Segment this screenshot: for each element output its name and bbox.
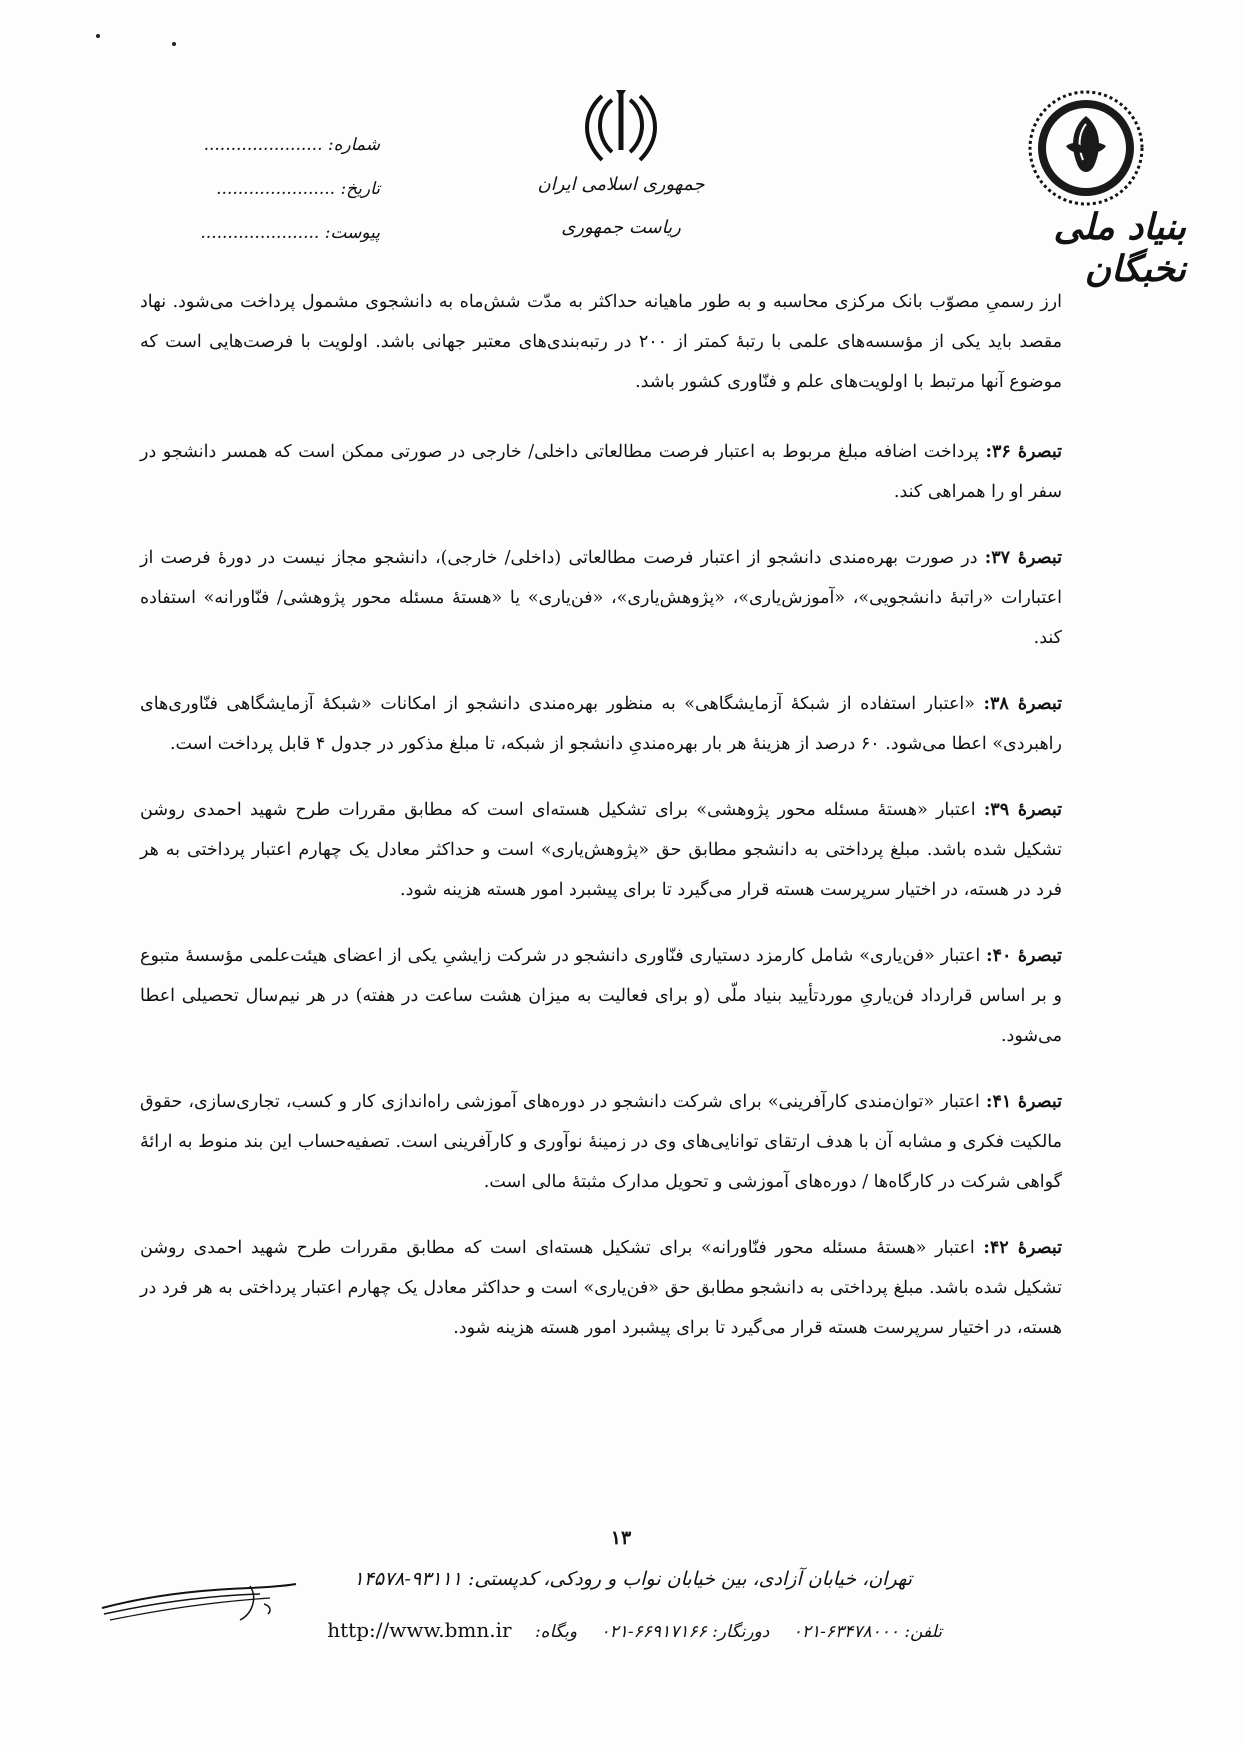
note-text: اعتبار «توان‌مندی کارآفرینی» برای شرکت دانشجو در دوره‌های آموزشی راه‌اندازی کار و کسب، تجاری‌سازی، حقوق مالکیت فکری و مشابه آن با هدف ارتقای توانایی‌های وی در زمینهٔ نوآوری و کارآفرینی است. تصفیه‌حساب این بند منوط به ارائهٔ گواهی شرکت در کارگاه‌ها / دوره‌های آموزشی و تحویل مدارک مثبتهٔ مالی است.	[140, 1092, 1062, 1192]
note-label: تبصرهٔ ۳۸:	[983, 694, 1062, 714]
scan-speck	[172, 42, 176, 46]
note-text: اعتبار «فن‌یاری» شامل کارمزد دستیاری فنّاوری دانشجو در شرکت زایشیِ یکی از اعضای هیئت‌علمی مؤسسهٔ متبوع و بر اساس قرارداد فن‌یاریِ موردتأیید بنیاد ملّی (و برای فعالیت به میزان هشت ساعت در هفته) در هر نیم‌سال تحصیلی اعطا می‌شود.	[140, 946, 1062, 1046]
note-label: تبصرهٔ ۳۷:	[984, 548, 1062, 568]
iran-emblem-icon	[584, 88, 658, 168]
note-42	[140, 1228, 1062, 1348]
note-text: اعتبار «هستهٔ مسئله محور پژوهشی» برای تشکیل هسته‌ای است که مطابق مقررات طرح شهید احمدی روشن تشکیل شده باشد. مبلغ پرداختی به دانشجو مطابق حق «پژوهش‌یاری» است و حداکثر معادل یک چهارم اعتبار پرداختی به هر فرد در هسته، در اختیار سرپرست هسته قرار می‌گیرد تا برای پیشبرد امور هسته هزینه شود.	[140, 800, 1062, 900]
page-number: ۱۳	[610, 1527, 632, 1549]
note-label: تبصرهٔ ۳۹:	[983, 800, 1062, 820]
note-label: تبصرهٔ ۳۶:	[985, 442, 1062, 462]
note-37	[140, 538, 1062, 658]
meta-date-value: ......................	[216, 179, 336, 199]
note-39	[140, 790, 1062, 910]
footer-website-link[interactable]: http://www.bmn.ir	[327, 1618, 512, 1642]
note-text: پرداخت اضافه مبلغ مربوط به اعتبار فرصت مطالعاتی داخلی/ خارجی در صورتی ممکن است که همسر دانشجو در سفر او را همراهی کند.	[140, 442, 1062, 502]
meta-attachment-value: ......................	[200, 223, 320, 243]
note-41	[140, 1082, 1062, 1202]
meta-date	[130, 179, 380, 223]
note-38	[140, 684, 1062, 764]
letter-meta	[130, 135, 380, 267]
letter-body	[140, 282, 1062, 1374]
meta-date-label: تاریخ:	[340, 179, 380, 199]
footer-phone: تلفن: ۶۳۴۷۸۰۰۰-۰۲۱	[792, 1622, 942, 1642]
note-label: تبصرهٔ ۴۰:	[986, 946, 1062, 966]
note-text: «اعتبار استفاده از شبکهٔ آزمایشگاهی» به منظور بهره‌مندی دانشجو از امکانات «شبکهٔ آزمایشگاهی فنّاوری‌های راهبردی» اعطا می‌شود. ۶۰ درصد از هزینهٔ هر بار بهره‌مندیِ دانشجو از شبکه، تا مبلغ مذکور در جدول ۴ قابل پرداخت است.	[140, 694, 1062, 754]
note-label: تبصرهٔ ۴۲:	[983, 1238, 1062, 1258]
foundation-logo	[976, 88, 1186, 290]
meta-number-label: شماره:	[327, 135, 380, 155]
meta-number-value: ......................	[203, 135, 323, 155]
foundation-name: بنیاد ملی نخبگان	[1053, 206, 1186, 290]
footer-website-label: وبگاه:	[534, 1622, 578, 1642]
state-emblem	[491, 88, 751, 238]
meta-attachment	[130, 223, 380, 267]
meta-number	[130, 135, 380, 179]
meta-attachment-label: پیوست:	[324, 223, 380, 243]
note-label: تبصرهٔ ۴۱:	[985, 1092, 1062, 1112]
emblem-line-presidency: ریاست جمهوری	[561, 217, 681, 238]
scan-speck	[96, 34, 100, 38]
intro-paragraph: ارز رسمیِ مصوّب بانک مرکزی محاسبه و به طور ماهیانه حداکثر به مدّت شش‌ماه به دانشجوی مشمول پرداخت می‌شود. نهاد مقصد باید یکی از مؤسسه‌های علمی با رتبهٔ کمتر از ۲۰۰ در رتبه‌بندی‌های معتبر جهانی باشد. اولویت با فرصت‌هایی است که موضوع آنها مرتبط با اولویت‌های علم و فنّاوری کشور باشد.	[140, 292, 1062, 392]
emblem-line-republic: جمهوری اسلامی ایران	[537, 174, 705, 195]
note-36	[140, 432, 1062, 512]
footer-contacts	[212, 1618, 942, 1642]
note-text: اعتبار «هستهٔ مسئله محور فنّاورانه» برای تشکیل هسته‌ای است که مطابق مقررات طرح شهید احمدی روشن تشکیل شده باشد. مبلغ پرداختی به دانشجو مطابق حق «فن‌یاری» است و حداکثر معادل یک چهارم اعتبار پرداختی به هر فرد در هسته، در اختیار سرپرست هسته قرار می‌گیرد تا برای پیشبرد امور هسته هزینه شود.	[140, 1238, 1062, 1338]
footer-fax: دورنگار: ۶۶۹۱۷۱۶۶-۰۲۱	[600, 1622, 770, 1642]
note-text: در صورت بهره‌مندی دانشجو از اعتبار فرصت مطالعاتی (داخلی/ خارجی)، دانشجو مجاز نیست در دورهٔ فرصت از اعتبارات «راتبهٔ دانشجویی»، «آموزش‌یاری»، «پژوهش‌یاری»، «فن‌یاری» یا «هستهٔ مسئله محور پژوهشی/ فنّاورانه» استفاده کند.	[140, 548, 1062, 648]
footer-address: تهران، خیابان آزادی، بین خیابان نواب و رودکی، کدپستی: ۹۳۱۱۱-۱۴۵۷۸	[353, 1568, 912, 1590]
foundation-seal-icon	[1026, 88, 1146, 208]
note-40	[140, 936, 1062, 1056]
